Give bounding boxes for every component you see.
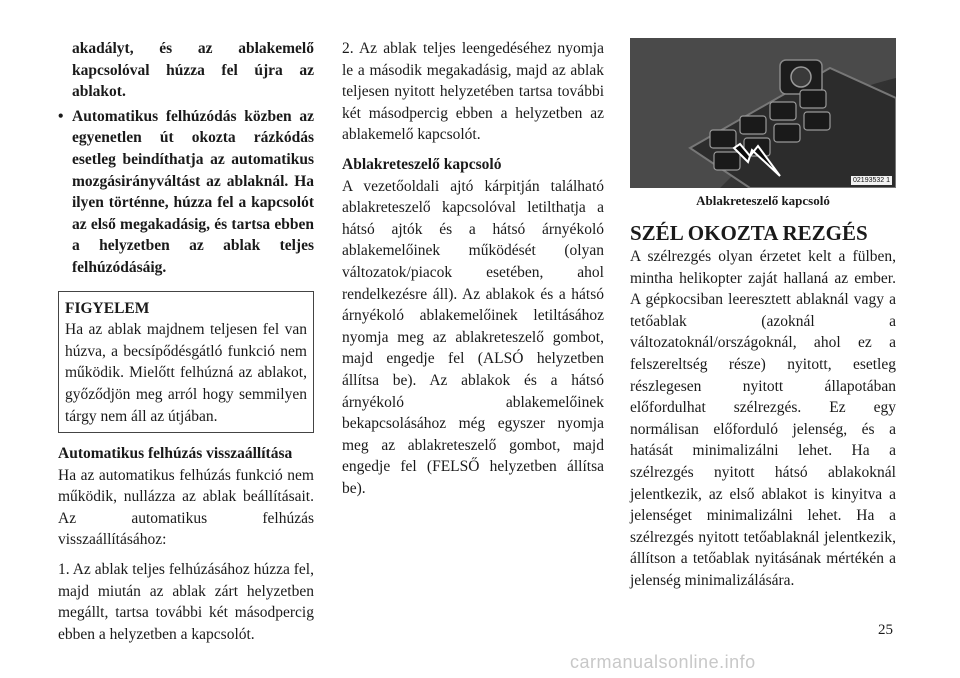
reset-text: Ha az automatikus felhúzás funkció nem működik, nullázza az ablak beállításait. Az automatikus felhúzás visszaállításához: <box>58 466 314 549</box>
column-left <box>58 38 314 645</box>
column-right <box>630 38 896 592</box>
bullet-item <box>58 106 314 279</box>
warning-box <box>58 291 314 434</box>
lock-heading: Ablakreteszelő kapcsoló <box>342 155 502 173</box>
reset-heading: Automatikus felhúzás visszaállítása <box>58 445 293 463</box>
warning-text: Ha az ablak majdnem teljesen fel van húzva, a becsípődésgátló funkció nem működik. Mielőtt felhúzná az ablakot, győződjön meg arról hogy semmilyen tárgy nem áll az útjában. <box>65 321 307 425</box>
warning-title: FIGYELEM <box>65 299 150 317</box>
step-2: 2. Az ablak teljes leengedéséhez nyomja le a második megakadásig, majd az ablak teljesen nyitott helyzetében tartsa további két másodpercig ebben a helyzetben az ablakemelő kapcsolót. <box>342 40 604 144</box>
watermark: carmanualsonline.info <box>570 652 756 672</box>
page-number: 25 <box>878 622 893 638</box>
step-1: 1. Az ablak teljes felhúzásához húzza fel, majd miután az ablak zárt helyzetben megállt, tartsa további két másodpercig ebben a helyzetben a kapcsolót. <box>58 561 314 643</box>
lock-text: A vezetőoldali ajtó kárpitján található ablakreteszelő kapcsolóval letilthatja a hátsó ajtók és a hátsó árnyékoló ablakemelőinek működését (olyan változatok/piacok esetében, ahol rendelkezésre áll). Az ablakok és a hátsó árnyékoló ablakemelőinek letiltásához nyomja meg az ablakreteszelő gombot, majd engedje fel (ALSÓ helyzetben állítsa be). Az ablakok és a hátsó árnyékoló ablakemelőinek bekapcsolásához még egyszer nyomja meg az ablakreteszelő gombot, majd engedje fel (FELSŐ helyzetben állítsa be). <box>342 177 604 497</box>
photo-code: 02193532 1 <box>853 177 890 184</box>
bullet-text: Automatikus felhúzódás közben az egyenetlen út okozta rázkódás esetleg beindíthatja az automatikus mozgásirányváltást az ablaknál. Ha ilyen történne, húzza fel a kapcsolót az első megakadásig, és tartsa ebben a helyzetben az ablak teljes felhúzódásáig. <box>72 107 314 276</box>
bullet-continuation: akadályt, és az ablakemelő kapcsolóval húzza fel újra az ablakot. <box>72 40 314 101</box>
door-panel-illustration <box>630 38 896 188</box>
window-lock-switch-photo <box>630 38 896 188</box>
section-heading: SZÉL OKOZTA REZGÉS <box>630 221 868 245</box>
column-middle <box>342 38 604 499</box>
bullet-dot: • <box>58 107 64 125</box>
photo-caption: Ablakreteszelő kapcsoló <box>696 193 830 208</box>
section-text: A szélrezgés olyan érzetet kelt a fülben, mintha helikopter zaját hallaná az ember. A gépkocsiban leeresztett ablaknál vagy a tetőablak (azoknál a változatoknál/országoknál, ahol ez a felszereltség része) nyitott, esetleg részlegesen nyitott állapotában előfordulhat szélrezgés. Ez egy normálisan előforduló jelenség, és a hatását minimalizálni lehet. Ha a szélrezgés nyitott hátsó ablakoknál jelentkezik, az első ablakot is kinyitva a jelenséget minimalizálni lehet. Ha a szélrezgés nyitott tetőablaknál jelentkezik, állítson a tetőablak nyitásának mértékén a jelenség minimalizálására. <box>630 248 896 589</box>
